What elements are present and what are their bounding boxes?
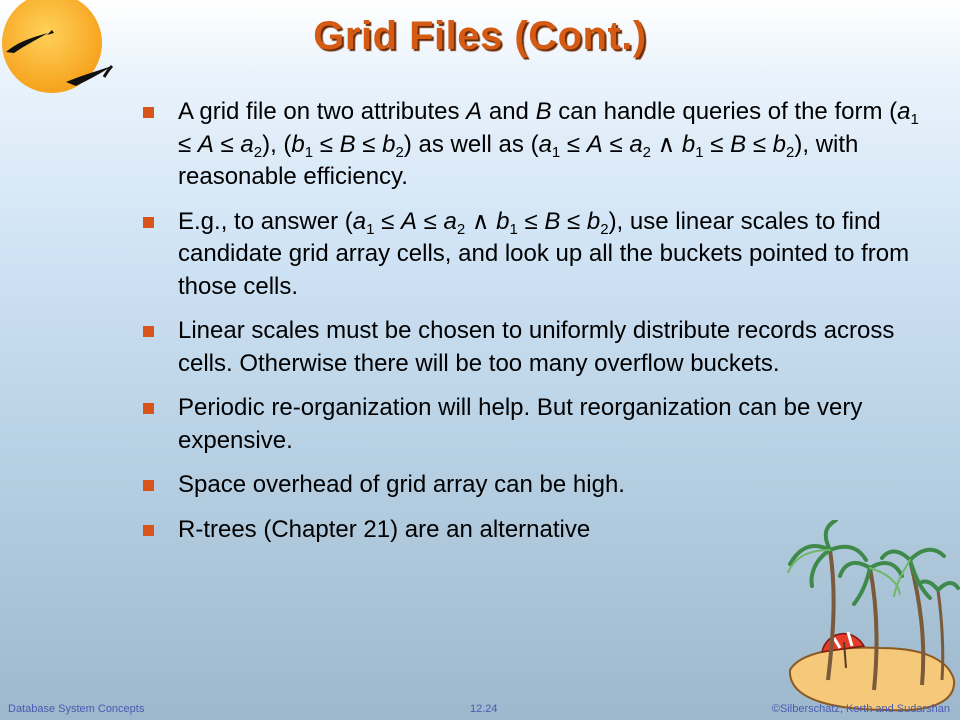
palm-island-clipart [770,520,960,720]
square-bullet-icon [143,525,154,536]
bullet-text: Linear scales must be chosen to uniformly distribute records across cells. Otherwise there will be too many overflow buckets. [178,317,895,377]
bullet-item [140,392,920,457]
square-bullet-icon [143,403,154,414]
square-bullet-icon [143,480,154,491]
footer-page-number: 12.24 [470,703,498,715]
bullet-text: A grid file on two attributes A and B can handle queries of the form $(a_1 \le A \le a_2)$, $(b_1 \le B \le b_2)$ as well as ($a_1 \le A \le a_2$ ∧ $b_1 \le B \le b_2$), with reasonable efficiency. [178,98,919,190]
footer-copyright: ©Silberschatz, Korth and Sudarshan [771,703,950,715]
bullet-item [140,96,920,194]
bullet-text: E.g., to answer ($a_1 \le A \le a_2$ ∧ $b_1 \le B \le b_2$), use linear scales to find candidate grid array cells, and look up all the buckets pointed to from those cells. [178,207,910,300]
bullet-list [140,96,920,558]
bullet-item [140,469,920,502]
square-bullet-icon [143,107,154,118]
bullet-text: R-trees (Chapter 21) are an alternative [178,515,591,543]
square-bullet-icon [143,217,154,228]
bullet-item [140,315,920,380]
square-bullet-icon [143,326,154,337]
bullet-text: Periodic re-organization will help. But reorganization can be very expensive. [178,394,863,454]
bullet-item [140,206,920,304]
bullet-text: Space overhead of grid array can be high. [178,471,625,498]
slide-title: Grid Files (Cont.) [313,14,647,58]
footer-course: Database System Concepts [8,703,145,715]
